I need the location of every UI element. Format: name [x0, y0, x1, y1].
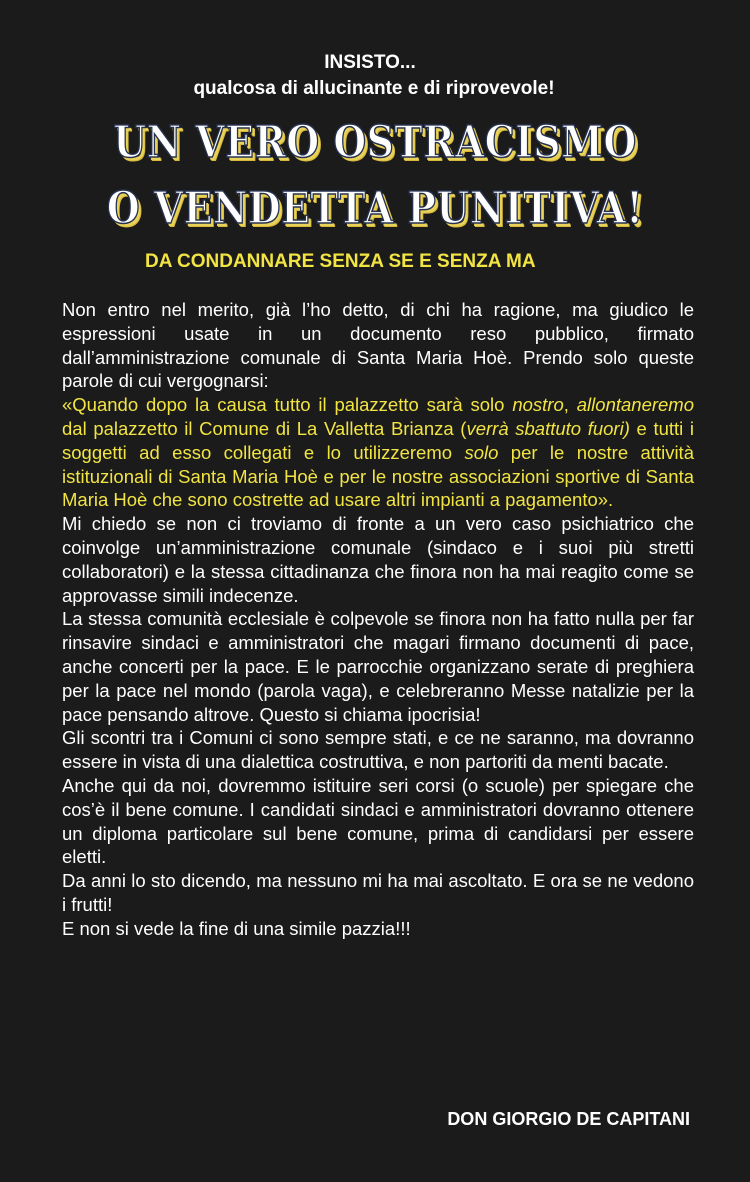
intro-paragraph: Non entro nel merito, già l’ho detto, di chi ha ragione, ma giudico le espressioni usate in un documento reso pubblico, firmato dall’amministrazione comunale di Santa Maria Hoè. Prendo solo queste parole di cui vergognarsi:	[62, 299, 694, 392]
paragraph-not-listened: Da anni lo sto dicendo, ma nessuno mi ha mai ascoltato. E ora se ne vedono i frutti!	[62, 870, 694, 915]
article-body	[62, 298, 694, 941]
quote-emphasis: solo	[464, 441, 499, 463]
quote-part: e tutti i soggetti ad esso collegati e lo utilizzeremo	[62, 417, 695, 463]
paragraph-closing: E non si vede la fine di una simile pazzia!!!	[62, 917, 411, 939]
quote-part: per le nostre attività istituzionali di Santa Maria Hoè e per le nostre associazioni sportive di Santa Maria Hoè che sono costrette ad usare altri impianti a pagamento».	[62, 441, 694, 511]
author-signature: DON GIORGIO DE CAPITANI	[447, 1109, 690, 1129]
quote-emphasis: verrà sbattuto fuori)	[466, 417, 630, 439]
quote-part: dal palazzetto il Comune di La Valletta Brianza (	[62, 417, 467, 439]
paragraph-conflicts: Gli scontri tra i Comuni ci sono sempre stati, e ce ne saranno, ma dovranno essere in vista di una dialettica costruttiva, e non partoriti da menti bacate.	[62, 727, 694, 773]
kicker-line-1: INSISTO...	[324, 52, 416, 73]
quote-part: «Quando dopo la causa tutto il palazzetto sarà solo	[62, 394, 513, 416]
quote-emphasis: allontaneremo	[576, 394, 695, 416]
paragraph-common-good: Anche qui da noi, dovremmo istituire seri corsi (o scuole) per spiegare che cos’è il bene comune. I candidati sindaci e amministratori dovranno ottenere un diploma particolare sul bene comune, prima di candidarsi per essere eletti.	[62, 774, 694, 868]
subheadline: DA CONDANNARE SENZA SE E SENZA MA	[145, 251, 536, 272]
quote-emphasis: nostro	[512, 394, 564, 416]
paragraph-church: La stessa comunità ecclesiale è colpevole se finora non ha fatto nulla per far rinsavire sindaci e amministratori che magari firmano documenti di pace, anche concerti per la pace. E le parrocchie organizzano serate di preghiera per la pace nel mondo (parola vaga), e celebreranno Messe natalizie per la pace pensando altrove. Questo si chiama ipocrisia!	[62, 608, 694, 725]
quote-part: ,	[563, 394, 577, 416]
quoted-statement	[62, 393, 694, 512]
kicker-line-2: qualcosa di allucinante e di riprovevole!	[193, 78, 555, 99]
headline-line-1: UN VERO OSTRACISMO	[113, 117, 637, 168]
headline-line-2: O VENDETTA PUNITIVA!	[106, 183, 644, 234]
paragraph-psychiatric: Mi chiedo se non ci troviamo di fronte a un vero caso psichiatrico che coinvolge un’amministrazione comunale (sindaco e i suoi più stretti collaboratori) e la stessa cittadinanza che finora non ha mai reagito come se approvasse simili indecenze.	[62, 513, 694, 606]
